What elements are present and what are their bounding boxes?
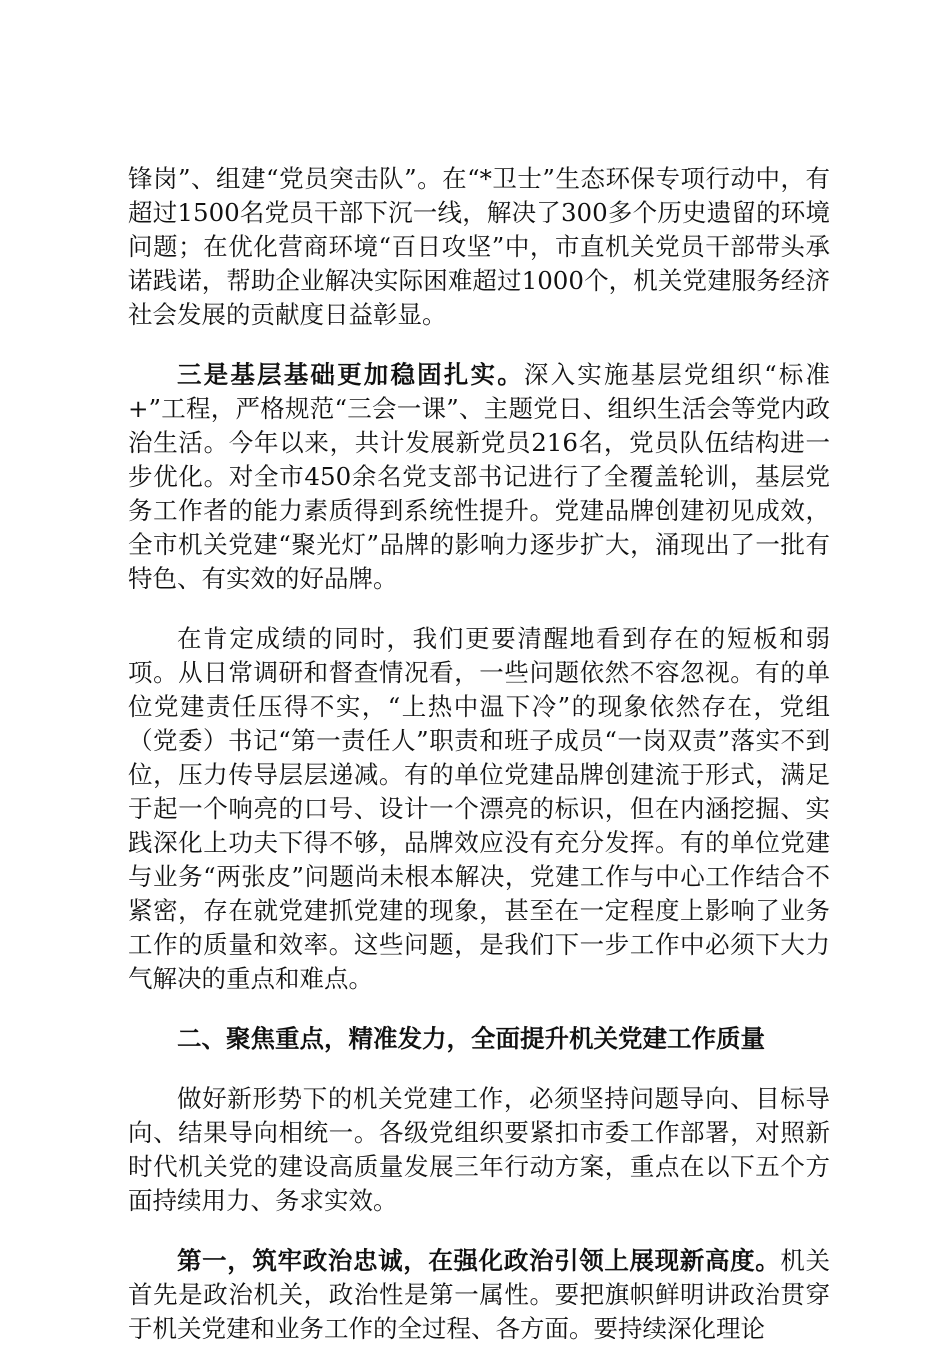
document-body — [128, 162, 830, 1372]
paragraph-lead: 第一，筑牢政治忠诚，在强化政治引领上展现新高度。 — [177, 1246, 781, 1275]
paragraph-text: 做好新形势下的机关党建工作，必须坚持问题导向、目标导向、结果导向相统一。各级党组织要紧扣市委工作部署，对照新时代机关党的建设高质量发展三年行动方案，重点在以下五个方面持续用力、务求实效。 — [128, 1084, 830, 1215]
paragraph-text: 锋岗”、组建“党员突击队”。在“*卫士”生态环保专项行动中，有超过1500名党员干部下沉一线，解决了300多个历史遗留的环境问题；在优化营商环境“百日攻坚”中，市直机关党员干部带头承诺践诺，帮助企业解决实际困难超过1000个，机关党建服务经济社会发展的贡献度日益彰显。 — [128, 164, 830, 329]
section-heading: 二、聚焦重点，精准发力，全面提升机关党建工作质量 — [177, 1024, 765, 1053]
paragraph-first-point — [128, 1244, 830, 1346]
paragraph-lead: 三是基层基础更加稳固扎实。 — [177, 360, 524, 389]
paragraph-shortcomings — [128, 622, 830, 996]
paragraph-text: 深入实施基层党组织“标准+”工程，严格规范“三会一课”、主题党日、组织生活会等党内政治生活。今年以来，共计发展新党员216名，党员队伍结构进一步优化。对全市450余名党支部书记进行了全覆盖轮训，基层党务工作者的能力素质得到系统性提升。党建品牌创建初见成效，全市机关党建“聚光灯”品牌的影响力逐步扩大，涌现出了一批有特色、有实效的好品牌。 — [128, 360, 830, 593]
paragraph-text: 在肯定成绩的同时，我们更要清醒地看到存在的短板和弱项。从日常调研和督查情况看，一些问题依然不容忽视。有的单位党建责任压得不实，“上热中温下冷”的现象依然存在，党组（党委）书记“第一责任人”职责和班子成员“一岗双责”落实不到位，压力传导层层递减。有的单位党建品牌创建流于形式，满足于起一个响亮的口号、设计一个漂亮的标识，但在内涵挖掘、实践深化上功夫下得不够，品牌效应没有充分发挥。有的单位党建与业务“两张皮”问题尚未根本解决，党建工作与中心工作结合不紧密，存在就党建抓党建的现象，甚至在一定程度上影响了业务工作的质量和效率。这些问题，是我们下一步工作中必须下大力气解决的重点和难点。 — [128, 624, 830, 993]
paragraph-grassroots — [128, 358, 830, 596]
paragraph-text: 机关首先是政治机关，政治性是第一属性。要把旗帜鲜明讲政治贯穿于机关党建和业务工作的全过程、各方面。要持续深化理论 — [128, 1246, 830, 1343]
paragraph-intro — [128, 1082, 830, 1218]
paragraph-continuation — [128, 162, 830, 332]
